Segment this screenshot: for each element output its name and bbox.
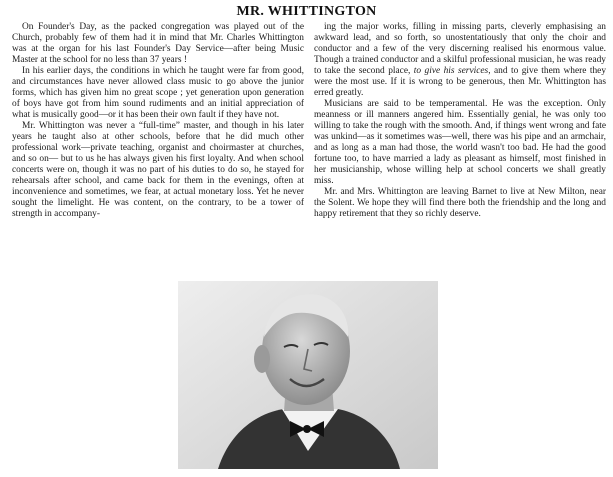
paragraph: Mr. Whittington was never a “full-time” master, and though in his later years he taught also at other schools, before that he did much other professional work—private teaching, organist and choirmaster at churches, and so on— but to us he has always given his first loyalty. And when school concerts were on, though it was no part of his duties to do so, he stayed for rehearsals after school, and came back for them in the evenings, often at inconvenience and sometimes, we fear, at actual monetary loss. Yet he never sought the limelight. He was content, on the contrary, to be a tower of strength in accompany- bbox=[12, 121, 304, 219]
paragraph-text: Musicians are said to be temperamental. He was the exception. Only meanness or ill manners angered him. Essentially genial, he was only too willing to take the rough with the smooth. And, if things went wrong and fate was unkind—as it sometimes was—well, there was his pipe and an armchair, and as long as a man had those, the world wasn't too bad. He had the good fortune too, to have married a lady as pleasant as himself, most finished in her musicianship, whose willing help at school concerts we shall greatly miss. bbox=[314, 99, 606, 186]
article-title: MR. WHITTINGTON bbox=[236, 4, 377, 19]
paragraph: In his earlier days, the conditions in which he taught were far from good, and circumstances have never allowed class music to go above the junior forms, which has given him no great scope ; yet generation upon generation of boys have got from him sound rudiments and an initial appreciation of what is musically good—or it has been their own fault if they have not. bbox=[12, 66, 304, 120]
portrait-illustration bbox=[178, 281, 438, 469]
emphasis-text: to give his services bbox=[413, 66, 489, 76]
paragraph bbox=[314, 99, 606, 187]
left-column bbox=[12, 22, 304, 220]
paragraph-text: , and to give them where they were the most use. If it is wrong to be generous, then Mr. Whittington has erred greatly. bbox=[314, 66, 607, 98]
paragraph bbox=[314, 187, 606, 220]
portrait-photo bbox=[178, 281, 438, 469]
right-column bbox=[314, 22, 606, 220]
paragraph-text: Mr. and Mrs. Whittington are leaving Barnet to live at New Milton, near the Solent. We hope they will find there both the friendship and the long and happy retirement that they so richly deserve. bbox=[314, 187, 606, 219]
paragraph: On Founder's Day, as the packed congregation was played out of the Church, probably few of them had it in mind that Mr. Charles Whittington was at the organ for his last Founder's Day Service—after being Music Master at the school for no less than 37 years ! bbox=[12, 22, 304, 65]
paragraph bbox=[314, 22, 606, 99]
paragraph-text: ing the major works, filling in missing parts, cleverly emphasising an awkward lead, and so forth, so unostentatiously that only the choir and conductor and a few of the very discerning realised his enormous value. Though a trained conductor and a skilful professional musician, he was ready to take the second place, bbox=[314, 22, 606, 76]
